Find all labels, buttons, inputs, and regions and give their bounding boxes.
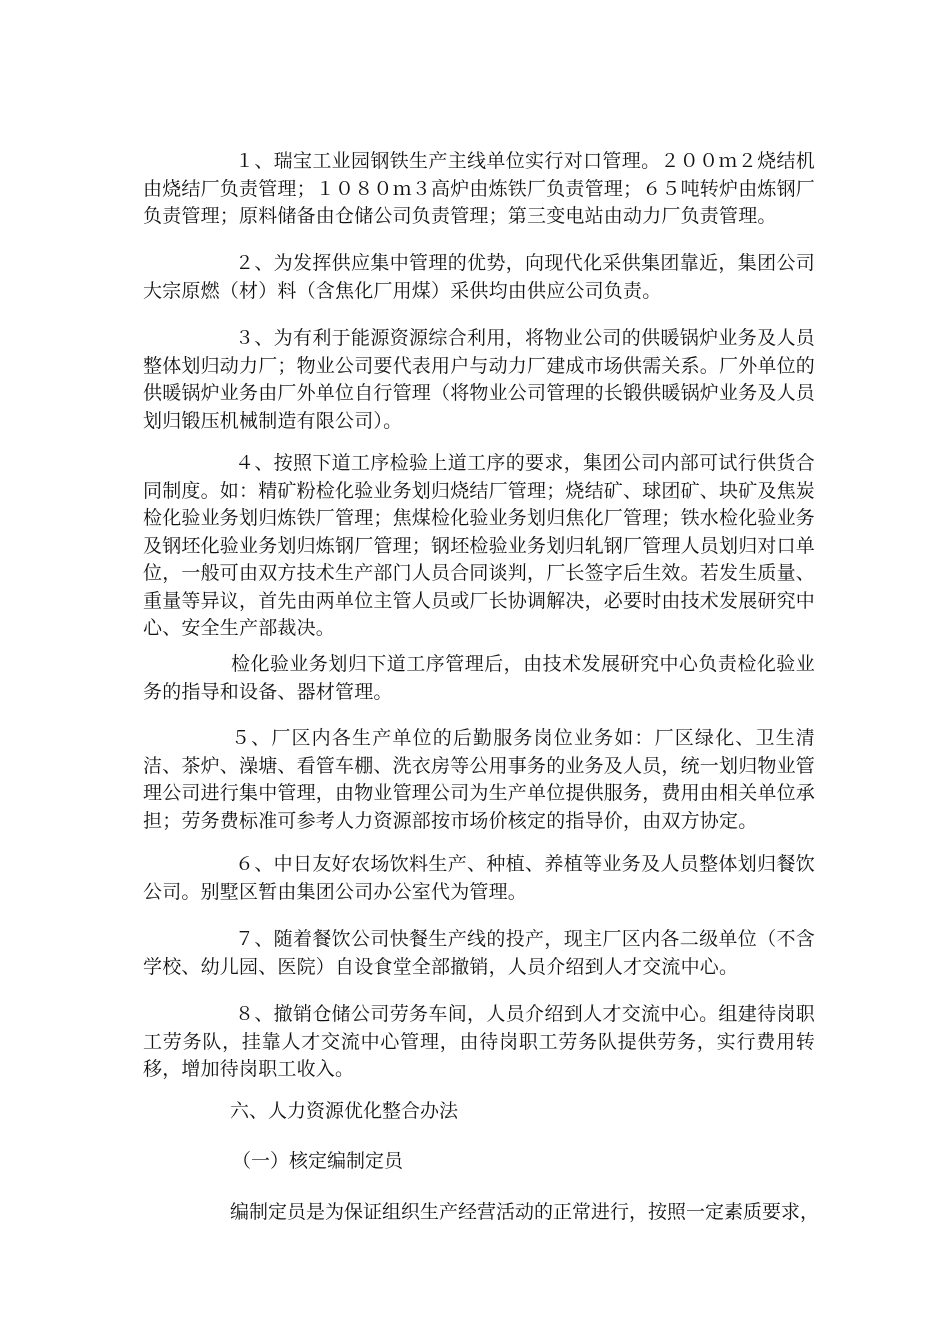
paragraph-5: ５、厂区内各生产单位的后勤服务岗位业务如：厂区绿化、卫生清洁、茶炉、澡塘、看管车棚、洗衣房等公用事务的业务及人员，统一划归物业管理公司进行集中管理，由物业管理公司为生产单位提供服务，费用由相关单位承担；劳务费标准可参考人力资源部按市场价核定的指导价，由双方协定。	[143, 727, 816, 832]
paragraph-2: ２、为发挥供应集中管理的优势，向现代化采供集团靠近，集团公司大宗原燃（材）料（含焦化厂用煤）采供均由供应公司负责。	[143, 252, 815, 302]
paragraph-7: ７、随着餐饮公司快餐生产线的投产，现主厂区内各二级单位（不含学校、幼儿园、医院）自设食堂全部撤销，人员介绍到人才交流中心。	[143, 928, 815, 978]
paragraph-6: ６、中日友好农场饮料生产、种植、养植等业务及人员整体划归餐饮公司。别墅区暂由集团公司办公室代为管理。	[143, 853, 815, 903]
paragraph-4-note: 检化验业务划归下道工序管理后，由技术发展研究中心负责检化验业务的指导和设备、器材管理。	[143, 653, 815, 703]
paragraph-4: ４、按照下道工序检验上道工序的要求，集团公司内部可试行供货合同制度。如：精矿粉检化验业务划归烧结厂管理；烧结矿、球团矿、块矿及焦炭检化验业务划归炼铁厂管理；焦煤检化验业务划归焦化厂管理；铁水检化验业务及钢坯化验业务划归炼钢厂管理；钢坯检验业务划归轧钢厂管理人员划归对口单位，一般可由双方技术生产部门人员合同谈判，厂长签字后生效。若发生质量、重量等异议，首先由两单位主管人员或厂长协调解决，必要时由技术发展研究中心、安全生产部裁决。	[143, 452, 816, 639]
paragraph-3: ３、为有利于能源资源综合利用，将物业公司的供暖锅炉业务及人员整体划归动力厂；物业公司要代表用户与动力厂建成市场供需关系。厂外单位的供暖锅炉业务由厂外单位自行管理（将物业公司管理的长锻供暖锅炉业务及人员划归锻压机械制造有限公司）。	[143, 327, 816, 432]
paragraph-8: ８、撤销仓储公司劳务车间，人员介绍到人才交流中心。组建待岗职工劳务队，挂靠人才交流中心管理，由待岗职工劳务队提供劳务，实行费用转移，增加待岗职工收入。	[143, 1003, 815, 1080]
last-paragraph: 编制定员是为保证组织生产经营活动的正常进行，按照一定素质要求，	[230, 1201, 820, 1223]
section-heading: 六、人力资源优化整合办法	[230, 1100, 459, 1122]
paragraph-1: １、瑞宝工业园钢铁生产主线单位实行对口管理。２００ｍ２烧结机由烧结厂负责管理；１０８０ｍ３高炉由炼铁厂负责管理；６５吨转炉由炼钢厂负责管理；原料储备由仓储公司负责管理；第三变电站由动力厂负责管理。	[143, 150, 816, 227]
sub-heading: （一）核定编制定员	[232, 1150, 404, 1172]
